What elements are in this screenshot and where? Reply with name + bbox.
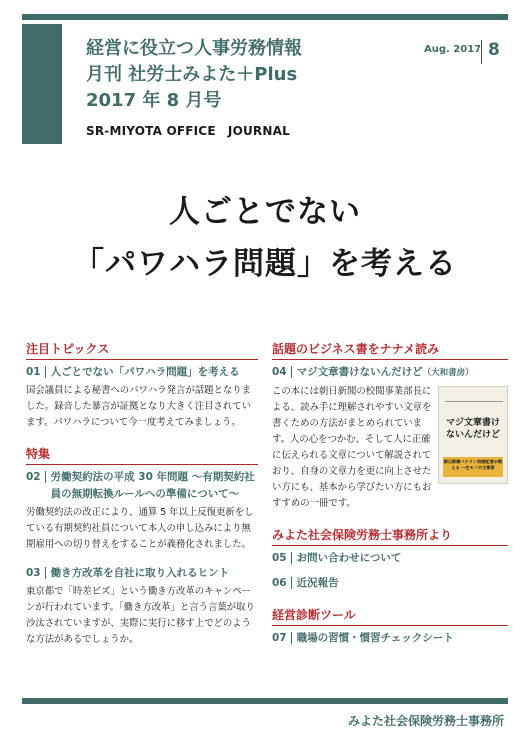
right-column: [272, 340, 508, 647]
book-cover-band: 朝日新聞ベテラン校閲記者が教える 一生モノの文章術: [443, 457, 503, 477]
book-review: [272, 382, 508, 512]
article-title-05[interactable]: [272, 550, 508, 567]
article-title-text: 近況報告: [296, 577, 339, 589]
number-divider: [291, 577, 292, 589]
number-divider: [291, 632, 292, 644]
article-title-03[interactable]: [26, 565, 258, 582]
issue-number: 8: [488, 40, 500, 60]
issue-date: Aug. 2017: [424, 44, 482, 55]
article-title-01[interactable]: [26, 364, 258, 381]
number-divider: [291, 552, 292, 564]
article-title-06[interactable]: [272, 575, 508, 592]
article-summary-02: 労働契約法の改正により、通算 5 年以上反復更新をしている有期契約社員について本人の申し込みにより無期雇用への切り替えをすることが義務化されました。: [26, 507, 254, 550]
section-heading-topics: 注目トピックス: [26, 340, 258, 360]
article-title-text: [297, 364, 508, 382]
journal-name: SR-MIYOTA OFFICE JOURNAL: [86, 124, 290, 138]
article-number: 03: [26, 567, 41, 579]
top-rule: [22, 14, 508, 20]
masthead-name: 月刊 社労士みよた＋Plus: [86, 64, 298, 85]
article-title-text: 働き方改革を自社に取り入れるヒント: [50, 567, 230, 579]
article-title-07[interactable]: [272, 630, 508, 647]
number-divider: [45, 567, 46, 579]
article-summary-03: 東京都で「時差ビズ」という働き方改革のキャンペーンが行われています。「働き方改革」と言う言葉が取り沙汰されていますが、実際に実行に移す上でどのような方法があるでしょうか。: [26, 586, 255, 645]
article-title-04[interactable]: [272, 364, 508, 382]
article-number: 07: [272, 632, 287, 644]
article-number: 02: [26, 471, 41, 483]
article-title-text: 職場の習慣・慣習チェックシート: [296, 632, 454, 644]
number-divider: [291, 366, 292, 378]
masthead-title: [86, 36, 302, 114]
footer-office-name: みよた社会保険労務士事務所: [347, 714, 504, 728]
book-cover-illustration: [445, 401, 503, 415]
headline-line-1: 人ごとでない: [169, 194, 361, 230]
section-heading-diagnosis: 経営診断ツール: [272, 606, 508, 626]
masthead-subtitle: 経営に役立つ人事労務情報: [86, 38, 302, 59]
section-heading-office: みよた社会保険労務士事務所より: [272, 526, 508, 546]
book-cover-image: [438, 386, 508, 484]
article-title-02[interactable]: [26, 469, 258, 503]
number-divider: [45, 366, 46, 378]
article-summary-01: 国会議員による秘書へのパワハラ発言が話題となりました。録音した暴言が証拠となり大きく注目されています。パワハラについて今一度考えてみましょう。: [26, 385, 252, 428]
masthead-color-block: [22, 24, 62, 144]
issue-badge: [424, 40, 508, 64]
masthead-issue: 2017 年 8 月号: [86, 90, 222, 111]
article-title-text: お問い合わせについて: [296, 552, 402, 564]
article-number: 05: [272, 552, 287, 564]
book-title: マジ文章書けないんだけど: [296, 366, 423, 378]
book-publisher: （大和書房）: [422, 368, 474, 378]
article-title-text: 人ごとでない「パワハラ問題」を考える: [50, 366, 240, 378]
headline-line-2: 「パワハラ問題」を考える: [73, 246, 457, 282]
number-divider: [45, 471, 46, 483]
article-number: 04: [272, 366, 287, 378]
cover-headline: [0, 186, 530, 290]
book-cover-title: マジ文章書けないんだけど: [445, 418, 500, 440]
article-number: 01: [26, 366, 41, 378]
article-title-text: 労働契約法の平成 30 年問題 ～有期契約社員の無期転換ルールへの準備について～: [50, 471, 255, 500]
article-summary-04: この本には朝日新聞の校閲事業部長による、読み手に理解されやすい文章を書くための方法がまとめられています。人の心をつかむ、そして人に正確に伝えられる文章について解説されており、自身の文章力を更に向上させたい方にも、基本から学びたい方にもおすすめの一冊です。: [272, 386, 432, 509]
article-number: 06: [272, 577, 287, 589]
section-heading-books: 話題のビジネス書をナナメ読み: [272, 340, 508, 360]
left-column: [26, 340, 258, 648]
issue-divider: [481, 40, 482, 64]
bottom-rule: [22, 698, 508, 704]
section-heading-feature: 特集: [26, 445, 258, 465]
